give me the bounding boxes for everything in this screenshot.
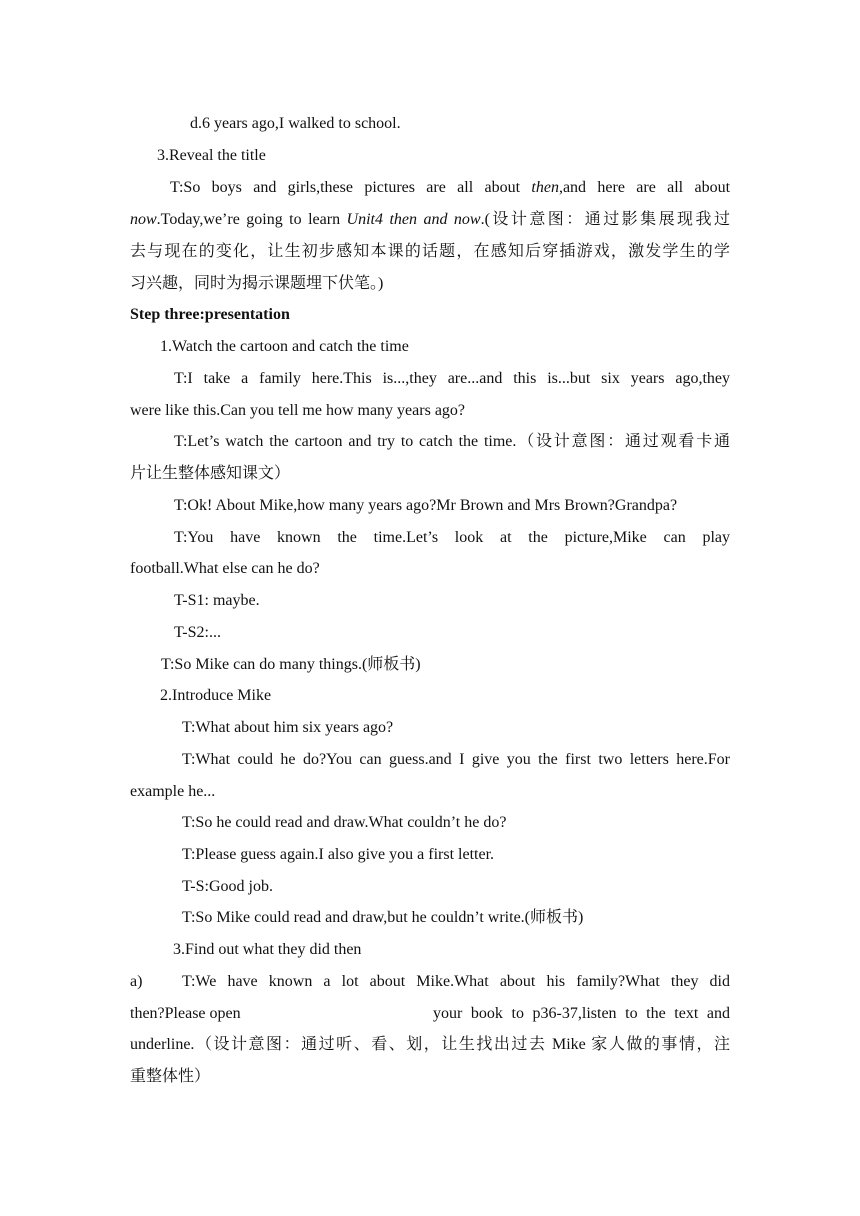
list-heading: 3.Find out what they did then bbox=[173, 941, 362, 958]
text-line: T:Please guess again.I also give you a first letter. bbox=[182, 846, 495, 863]
list-heading: 1.Watch the cartoon and catch the time bbox=[160, 338, 409, 355]
text-line: example he... bbox=[130, 783, 216, 800]
text-line: football.What else can he do? bbox=[130, 560, 320, 577]
text-line: T:What about him six years ago? bbox=[182, 719, 394, 736]
text-line: T:Ok! About Mike,how many years ago?Mr Brown and Mrs Brown?Grandpa? bbox=[174, 497, 678, 514]
italic-term: now bbox=[130, 211, 157, 228]
text-line: T-S2:... bbox=[174, 624, 221, 641]
text-span: T:So boys and girls,these pictures are all about bbox=[170, 179, 521, 196]
text-line: T:So Mike could read and draw,but he couldn’t write.(师板书) bbox=[182, 909, 584, 926]
text-line bbox=[170, 178, 730, 198]
text-line: d.6 years ago,I walked to school. bbox=[190, 115, 401, 132]
list-marker: a) bbox=[130, 973, 143, 990]
text-line: T:You have known the time.Let’s look at the picture,Mike can play bbox=[174, 529, 730, 546]
text-line: were like this.Can you tell me how many years ago? bbox=[130, 402, 466, 419]
text-line: underline.（设计意图：通过听、看、划，让生找出过去 Mike 家人做的事情，注 bbox=[130, 1036, 730, 1053]
text-span: ,and here are all about bbox=[558, 179, 731, 196]
text-line bbox=[130, 210, 730, 230]
text-line: then?Please open bbox=[130, 1005, 241, 1022]
text-line: T:Let’s watch the cartoon and try to catch the time.（设计意图：通过观看卡通 bbox=[174, 433, 730, 450]
section-heading: Step three:presentation bbox=[130, 306, 290, 323]
list-heading: 2.Introduce Mike bbox=[160, 687, 272, 704]
list-heading: 3.Reveal the title bbox=[157, 147, 266, 164]
text-line: T-S:Good job. bbox=[182, 878, 273, 895]
text-line: 去与现在的变化，让生初步感知本课的话题，在感知后穿插游戏，激发学生的学 bbox=[130, 243, 730, 260]
text-line: T-S1: maybe. bbox=[174, 592, 260, 609]
text-span: .(设计意图：通过影集展现我过 bbox=[480, 211, 730, 228]
text-line: T:We have known a lot about Mike.What about his family?What they did bbox=[182, 973, 730, 990]
text-line: T:What could he do?You can guess.and I give you the first two letters here.For bbox=[182, 751, 730, 768]
text-span: .Today,we’re going to learn bbox=[156, 211, 341, 228]
italic-term: then bbox=[531, 179, 559, 196]
text-line: 习兴趣，同时为揭示课题埋下伏笔。) bbox=[130, 275, 384, 292]
text-line: 片让生整体感知课文） bbox=[130, 465, 291, 482]
text-line: 重整体性） bbox=[130, 1068, 211, 1085]
text-line: your book to p36-37,listen to the text and bbox=[433, 1005, 730, 1022]
text-line: T:So he could read and draw.What couldn’t he do? bbox=[182, 814, 507, 831]
text-line: T:I take a family here.This is...,they are...and this is...but six years ago,they bbox=[174, 370, 730, 387]
text-line: T:So Mike can do many things.(师板书) bbox=[161, 656, 421, 673]
italic-term: Unit4 then and now bbox=[346, 211, 481, 228]
